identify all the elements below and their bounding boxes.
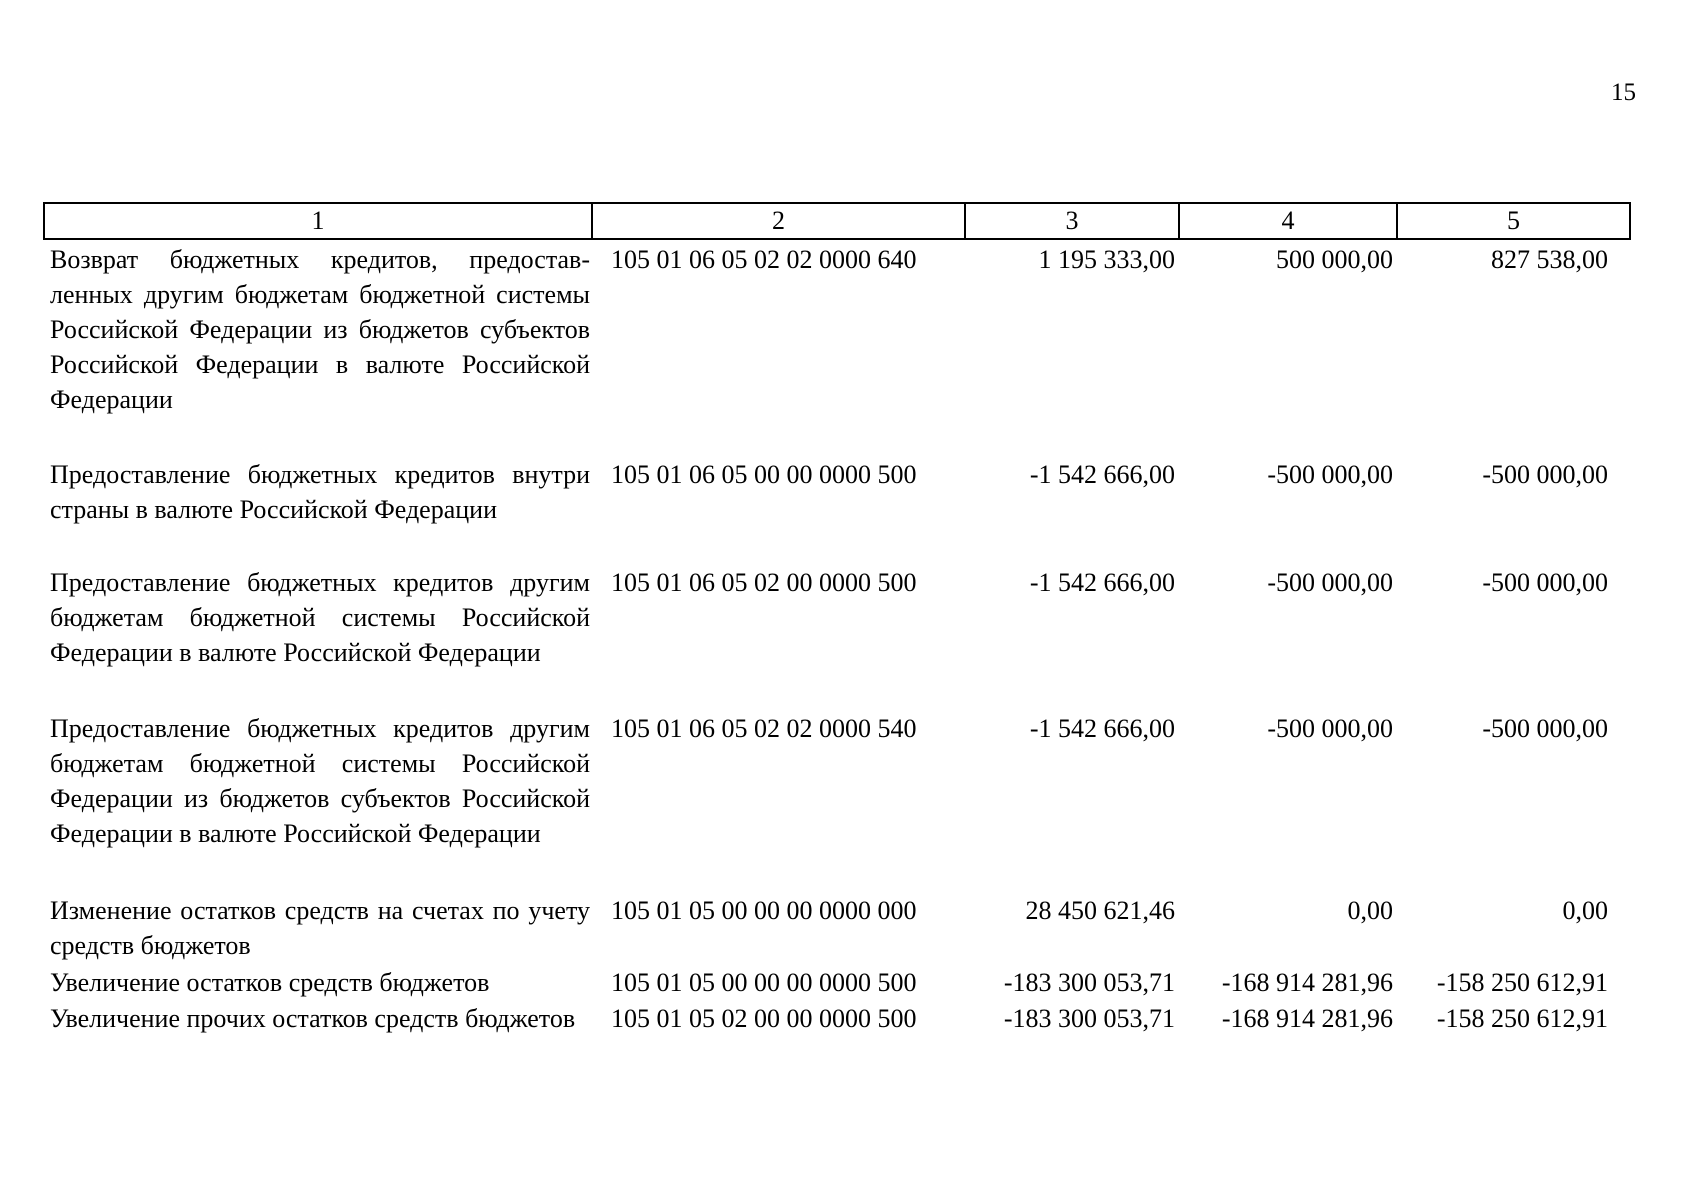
table-row (44, 565, 1630, 711)
row-name: Предоставление бюджетных кредитов другим бюджетам бюджетной системы Российской Федерации из бюджетов субъектов Российской Федерации в валюте Российской Федерации (50, 714, 590, 848)
row-name: Возврат бюджетных кредитов, предостав-ленных другим бюджетам бюджетной системы Российской Федерации из бюджетов субъектов Российской Федерации в валюте Российской Федерации (50, 245, 590, 414)
row-value-3: -1 542 666,00 (1029, 460, 1175, 489)
page-number: 15 (1611, 79, 1636, 106)
table-row (44, 239, 1630, 457)
row-value-3: 28 450 621,46 (1025, 896, 1175, 925)
row-value-5: 0,00 (1562, 896, 1608, 925)
table-row (44, 893, 1630, 965)
row-value-5: -158 250 612,91 (1436, 968, 1608, 997)
column-header-3: 3 (965, 203, 1179, 239)
row-name: Изменение остатков средств на счетах по учету средств бюджетов (50, 896, 590, 960)
column-header-2: 2 (592, 203, 965, 239)
budget-sources-table (43, 202, 1631, 1073)
row-code: 105 01 05 00 00 00 0000 500 (611, 968, 917, 997)
row-value-5: 827 538,00 (1491, 245, 1608, 274)
row-value-4: -500 000,00 (1267, 714, 1393, 743)
row-value-5: -158 250 612,91 (1436, 1004, 1608, 1033)
row-value-3: -1 542 666,00 (1029, 568, 1175, 597)
row-value-3: -183 300 053,71 (1003, 968, 1175, 997)
table-row (44, 965, 1630, 1001)
row-value-3: -1 542 666,00 (1029, 714, 1175, 743)
row-value-4: -500 000,00 (1267, 460, 1393, 489)
column-header-5: 5 (1397, 203, 1630, 239)
row-value-4: -168 914 281,96 (1221, 968, 1393, 997)
row-code: 105 01 05 00 00 00 0000 000 (611, 896, 917, 925)
row-value-4: 500 000,00 (1276, 245, 1393, 274)
row-code: 105 01 06 05 02 02 0000 540 (611, 714, 917, 743)
table-row (44, 711, 1630, 893)
row-value-3: -183 300 053,71 (1003, 1004, 1175, 1033)
row-code: 105 01 06 05 00 00 0000 500 (611, 460, 917, 489)
table-header (44, 203, 1630, 239)
row-value-5: -500 000,00 (1482, 714, 1608, 743)
table-row (44, 1001, 1630, 1073)
row-value-3: 1 195 333,00 (1038, 245, 1175, 274)
table-body (44, 239, 1630, 1073)
row-value-4: -500 000,00 (1267, 568, 1393, 597)
row-value-4: 0,00 (1347, 896, 1393, 925)
row-code: 105 01 06 05 02 02 0000 640 (611, 245, 917, 274)
column-header-1: 1 (44, 203, 592, 239)
column-header-4: 4 (1179, 203, 1397, 239)
row-value-5: -500 000,00 (1482, 568, 1608, 597)
header-row (44, 203, 1630, 239)
row-code: 105 01 06 05 02 00 0000 500 (611, 568, 917, 597)
row-name: Увеличение остатков средств бюджетов (50, 968, 490, 997)
table-row (44, 457, 1630, 565)
row-name: Предоставление бюджетных кредитов другим бюджетам бюджетной системы Российской Федерации в валюте Российской Федерации (50, 568, 590, 667)
row-code: 105 01 05 02 00 00 0000 500 (611, 1004, 917, 1033)
row-name: Предоставление бюджетных кредитов внутри страны в валюте Российской Федерации (50, 460, 590, 524)
row-value-5: -500 000,00 (1482, 460, 1608, 489)
row-value-4: -168 914 281,96 (1221, 1004, 1393, 1033)
row-name: Увеличение прочих остатков средств бюджетов (50, 1004, 576, 1033)
